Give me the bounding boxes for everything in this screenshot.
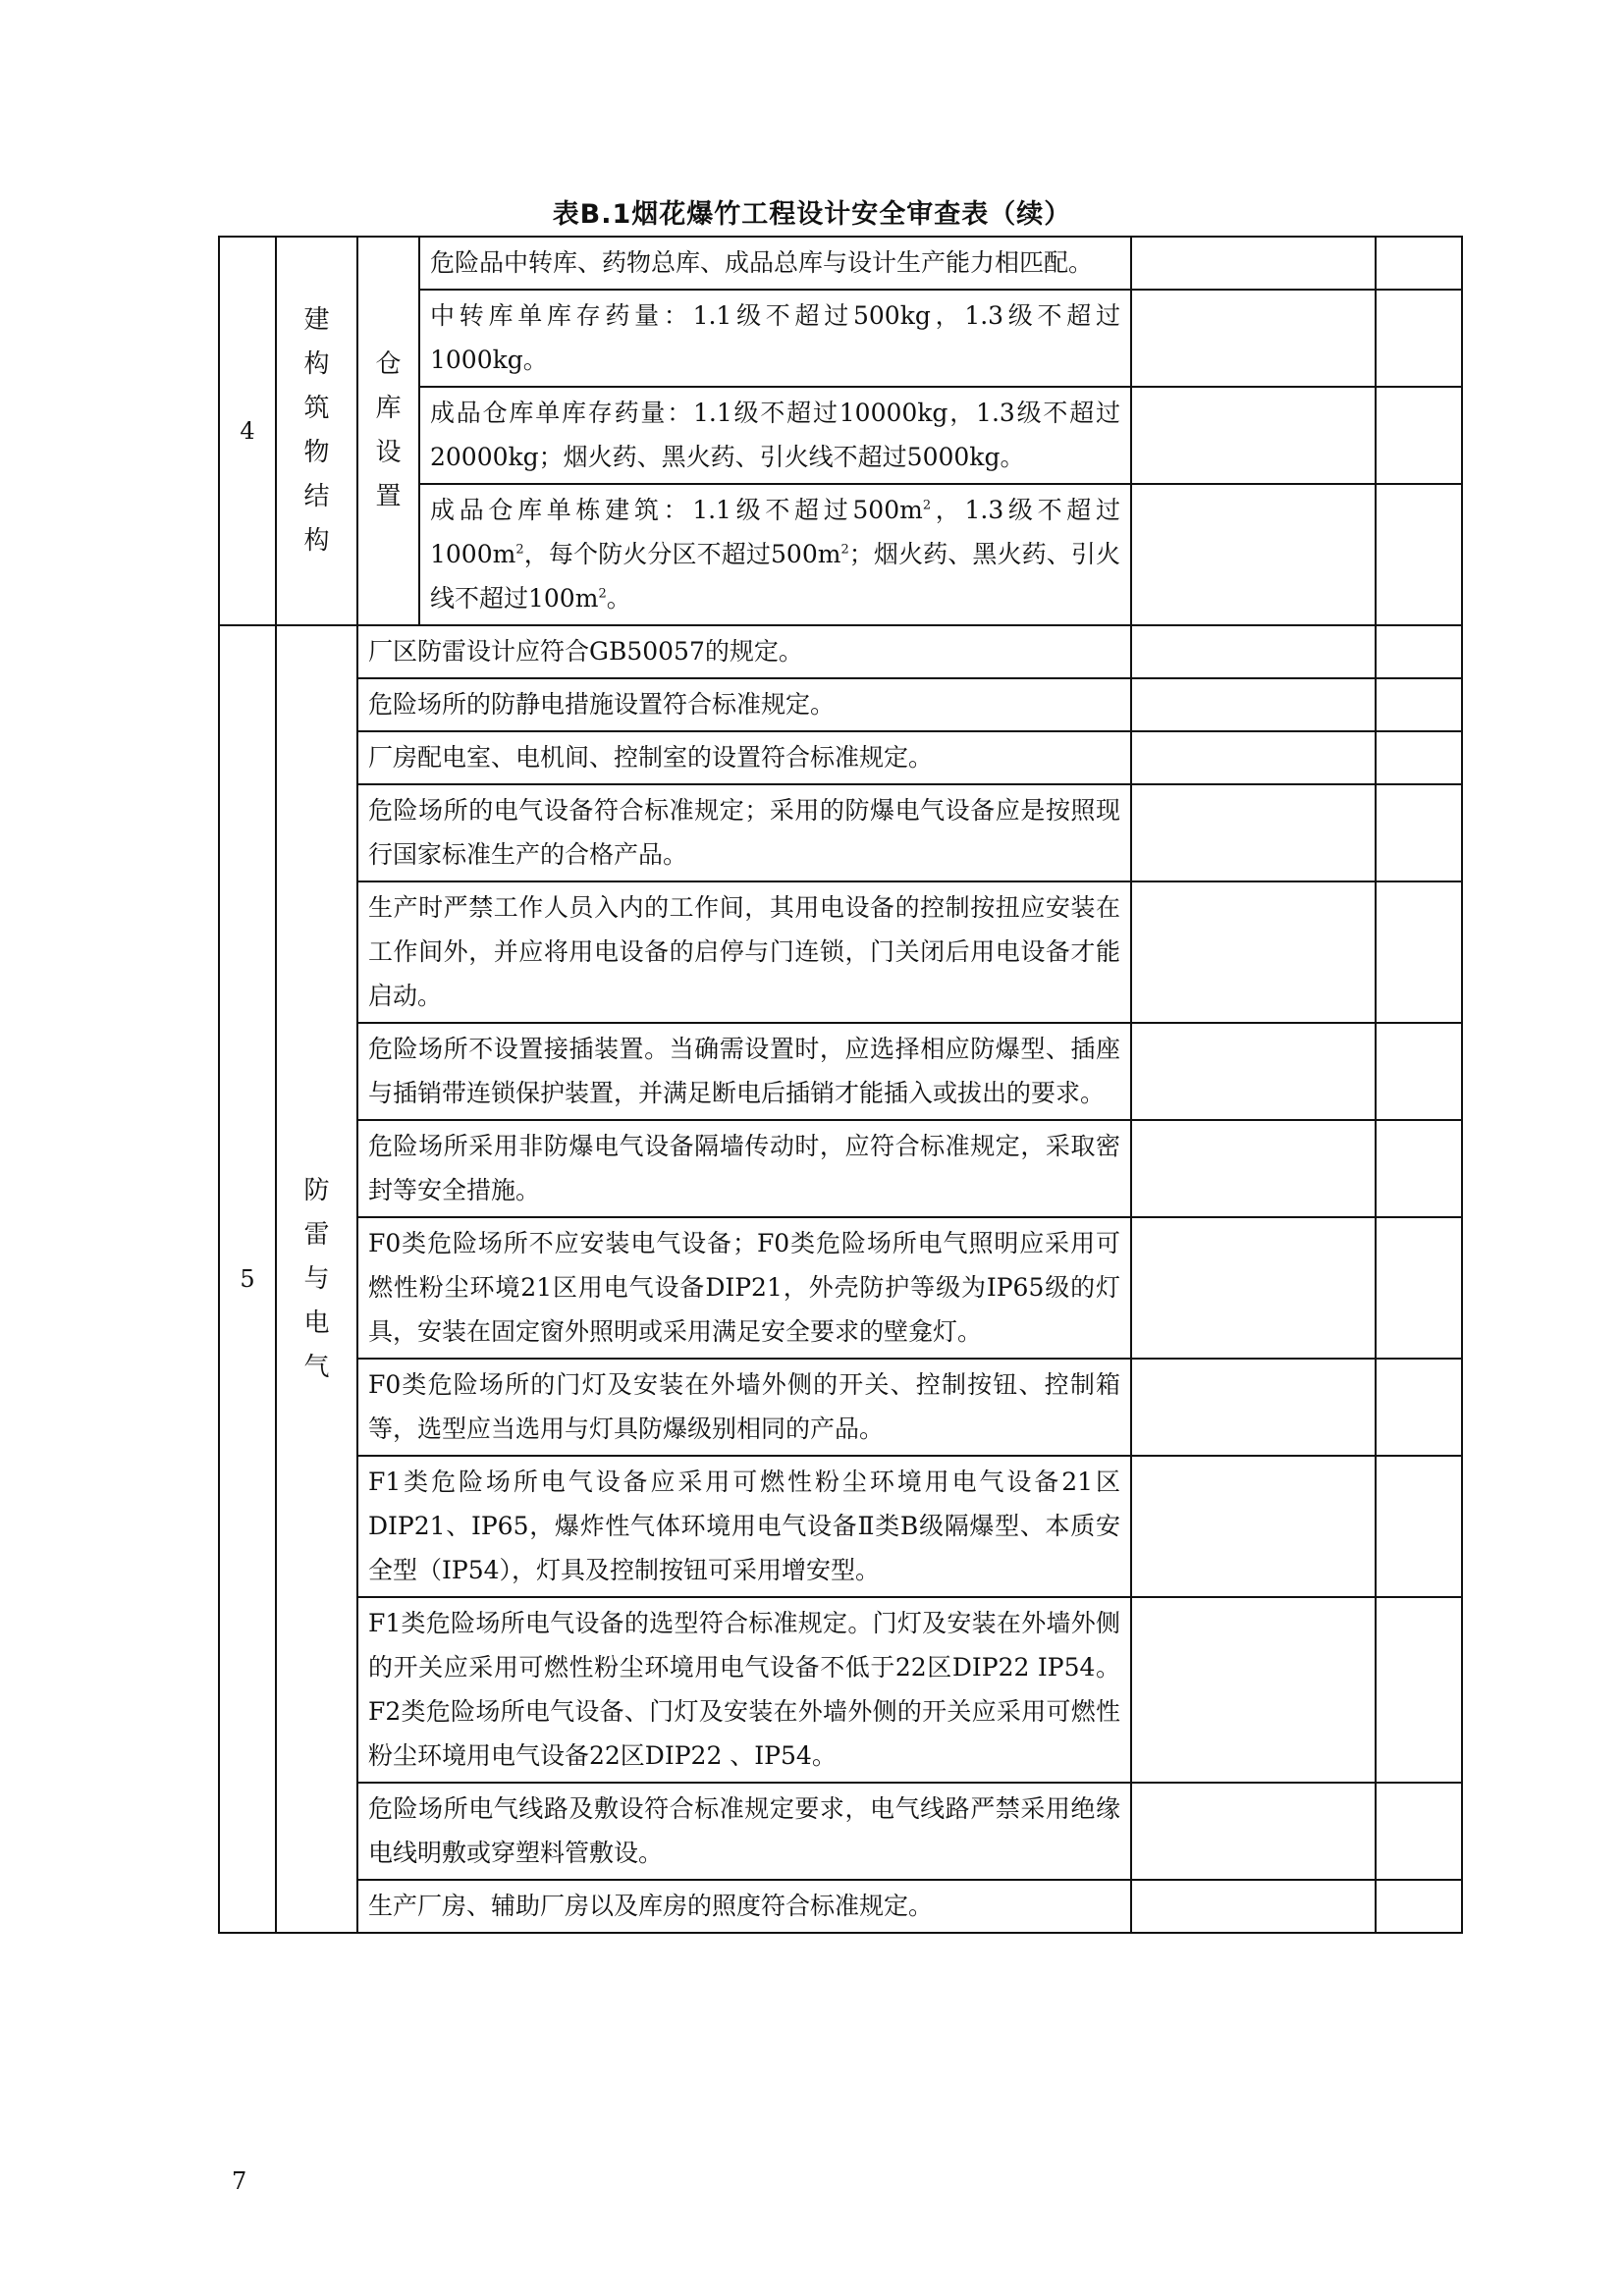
result-cell [1131, 784, 1376, 881]
remark-cell [1376, 237, 1462, 290]
review-item: F1类危险场所电气设备的选型符合标准规定。门灯及安装在外墙外侧的开关应采用可燃性粉尘环境用电气设备不低于22区DIP22 IP54。F2类危险场所电气设备、门灯及安装在外墙外侧的开关应采用可燃性粉尘环境用电气设备22区DIP22 、IP54。 [357, 1597, 1131, 1783]
table-row [219, 1783, 1462, 1880]
result-cell [1131, 1359, 1376, 1456]
section-category: 建 构 筑 物 结 构 [276, 237, 357, 625]
remark-cell [1376, 1783, 1462, 1880]
remark-cell [1376, 1597, 1462, 1783]
review-item: 厂房配电室、电机间、控制室的设置符合标准规定。 [357, 731, 1131, 784]
result-cell [1131, 290, 1376, 387]
table-row [219, 881, 1462, 1023]
review-item: 厂区防雷设计应符合GB50057的规定。 [357, 625, 1131, 678]
remark-cell [1376, 1023, 1462, 1120]
remark-cell [1376, 1359, 1462, 1456]
table-row [219, 1597, 1462, 1783]
result-cell [1131, 237, 1376, 290]
result-cell [1131, 731, 1376, 784]
review-item: 成品仓库单库存药量：1.1级不超过10000kg，1.3级不超过20000kg；烟火药、黑火药、引火线不超过5000kg。 [419, 387, 1131, 484]
remark-cell [1376, 678, 1462, 731]
remark-cell [1376, 1880, 1462, 1933]
review-item: F1类危险场所电气设备应采用可燃性粉尘环境用电气设备21区DIP21、IP65，爆炸性气体环境用电气设备Ⅱ类B级隔爆型、本质安全型（IP54），灯具及控制按钮可采用增安型。 [357, 1456, 1131, 1597]
remark-cell [1376, 1120, 1462, 1217]
review-item: 危险场所的电气设备符合标准规定；采用的防爆电气设备应是按照现行国家标准生产的合格产品。 [357, 784, 1131, 881]
review-item: F0类危险场所不应安装电气设备；F0类危险场所电气照明应采用可燃性粉尘环境21区用电气设备DIP21，外壳防护等级为IP65级的灯具，安装在固定窗外照明或采用满足安全要求的壁龛灯。 [357, 1217, 1131, 1359]
remark-cell [1376, 1217, 1462, 1359]
review-item: F0类危险场所的门灯及安装在外墙外侧的开关、控制按钮、控制箱等，选型应当选用与灯具防爆级别相同的产品。 [357, 1359, 1131, 1456]
result-cell [1131, 678, 1376, 731]
result-cell [1131, 484, 1376, 625]
remark-cell [1376, 1456, 1462, 1597]
result-cell [1131, 625, 1376, 678]
safety-review-table [218, 236, 1463, 1934]
table-row [219, 237, 1462, 290]
section-category: 防 雷 与 电 气 [276, 625, 357, 1933]
remark-cell [1376, 625, 1462, 678]
result-cell [1131, 387, 1376, 484]
result-cell [1131, 1217, 1376, 1359]
table-row [219, 1217, 1462, 1359]
remark-cell [1376, 731, 1462, 784]
table-row [219, 1359, 1462, 1456]
table-row [219, 1456, 1462, 1597]
section-number: 5 [219, 625, 276, 1933]
review-item: 生产厂房、辅助厂房以及库房的照度符合标准规定。 [357, 1880, 1131, 1933]
result-cell [1131, 881, 1376, 1023]
review-item: 危险场所电气线路及敷设符合标准规定要求，电气线路严禁采用绝缘电线明敷或穿塑料管敷设。 [357, 1783, 1131, 1880]
page-number: 7 [232, 2167, 247, 2195]
review-item: 危险场所不设置接插装置。当确需设置时，应选择相应防爆型、插座与插销带连锁保护装置，并满足断电后插销才能插入或拔出的要求。 [357, 1023, 1131, 1120]
remark-cell [1376, 881, 1462, 1023]
table-row [219, 731, 1462, 784]
review-item: 危险品中转库、药物总库、成品总库与设计生产能力相匹配。 [419, 237, 1131, 290]
review-item: 成品仓库单栋建筑：1.1级不超过$500m^2$，1.3级不超过$1000m^2$，每个防火分区不超过$500m^2$；烟火药、黑火药、引火线不超过$100m^2$。 [419, 484, 1131, 625]
result-cell [1131, 1783, 1376, 1880]
result-cell [1131, 1880, 1376, 1933]
review-item: 生产时严禁工作人员入内的工作间，其用电设备的控制按扭应安装在工作间外，并应将用电设备的启停与门连锁，门关闭后用电设备才能启动。 [357, 881, 1131, 1023]
table-row [219, 1120, 1462, 1217]
table-row [219, 1023, 1462, 1120]
review-item: 危险场所采用非防爆电气设备隔墙传动时，应符合标准规定，采取密封等安全措施。 [357, 1120, 1131, 1217]
section-subcategory: 仓 库 设 置 [357, 237, 419, 625]
remark-cell [1376, 290, 1462, 387]
result-cell [1131, 1120, 1376, 1217]
result-cell [1131, 1597, 1376, 1783]
table-title: 表B.1烟花爆竹工程设计安全审查表（续） [552, 199, 1072, 230]
remark-cell [1376, 784, 1462, 881]
remark-cell [1376, 387, 1462, 484]
review-item: 危险场所的防静电措施设置符合标准规定。 [357, 678, 1131, 731]
table-row [219, 625, 1462, 678]
table-row [219, 678, 1462, 731]
result-cell [1131, 1456, 1376, 1597]
table-row [219, 1880, 1462, 1933]
table-row [219, 784, 1462, 881]
remark-cell [1376, 484, 1462, 625]
review-item: 中转库单库存药量：1.1级不超过500kg，1.3级不超过1000kg。 [419, 290, 1131, 387]
section-number: 4 [219, 237, 276, 625]
result-cell [1131, 1023, 1376, 1120]
